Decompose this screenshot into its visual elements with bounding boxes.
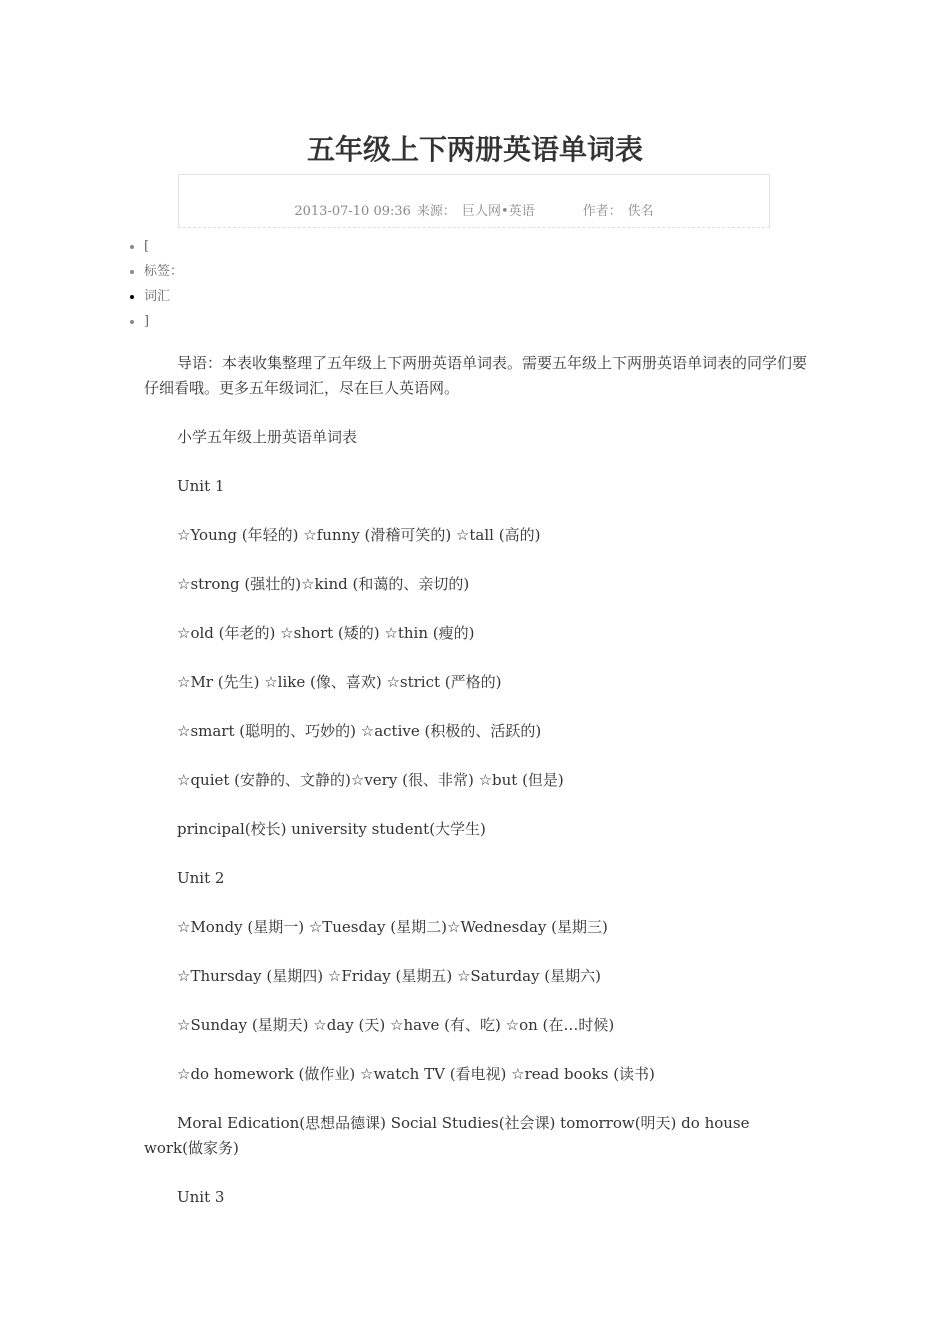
tag-bracket-open: • [	[144, 234, 183, 259]
tag-list	[108, 234, 183, 334]
article-meta-box	[178, 174, 770, 228]
vocab-line: principal(校长) university student(大学生)	[177, 820, 486, 838]
vocab-line: ☆Young (年轻的) ☆funny (滑稽可笑的) ☆tall (高的)	[177, 526, 541, 544]
vocab-line: ☆Mr (先生) ☆like (像、喜欢) ☆strict (严格的)	[177, 673, 502, 691]
article-body	[144, 351, 812, 1234]
unit-heading: Unit 1	[177, 477, 225, 495]
vocab-line: ☆Thursday (星期四) ☆Friday (星期五) ☆Saturday (星期六)	[177, 967, 601, 985]
article-meta-line	[179, 202, 769, 222]
page-title: 五年级上下两册英语单词表	[306, 133, 643, 166]
vocab-line: ☆strong (强壮的)☆kind (和蔼的、亲切的)	[177, 575, 470, 593]
vocab-line: Moral Edication(思想品德课) Social Studies(社会课) tomorrow(明天) do house work(做家务)	[144, 1114, 755, 1157]
vocab-line: ☆Sunday (星期天) ☆day (天) ☆have (有、吃) ☆on (在…时候)	[177, 1016, 615, 1034]
source-link[interactable]: 巨人网•英语	[461, 204, 535, 219]
vocab-line: ☆quiet (安静的、文静的)☆very (很、非常) ☆but (但是)	[177, 771, 564, 789]
unit-heading: Unit 2	[177, 869, 225, 887]
publish-date: 2013-07-10 09:36	[294, 204, 411, 219]
intro-paragraph: 导语：本表收集整理了五年级上下两册英语单词表。需要五年级上下两册英语单词表的同学们要仔细看哦。更多五年级词汇，尽在巨人英语网。	[144, 354, 808, 397]
vocab-line: ☆do homework (做作业) ☆watch TV (看电视) ☆read books (读书)	[177, 1065, 655, 1083]
author-label: 作者：	[582, 204, 622, 219]
source-label: 来源：	[416, 204, 456, 219]
vocab-line: ☆smart (聪明的、巧妙的) ☆active (积极的、活跃的)	[177, 722, 542, 740]
vocab-line: ☆old (年老的) ☆short (矮的) ☆thin (瘦的)	[177, 624, 475, 642]
unit-heading: Unit 3	[177, 1188, 225, 1206]
tag-bracket-close: • ]	[144, 309, 183, 334]
vocab-line: ☆Mondy (星期一) ☆Tuesday (星期二)☆Wednesday (星期三)	[177, 918, 608, 936]
section-heading: 小学五年级上册英语单词表	[177, 428, 358, 446]
tag-vocabulary-link[interactable]: • 词汇	[144, 284, 183, 309]
tag-label: • 标签：	[144, 259, 183, 284]
author-name: 佚名	[627, 204, 654, 219]
